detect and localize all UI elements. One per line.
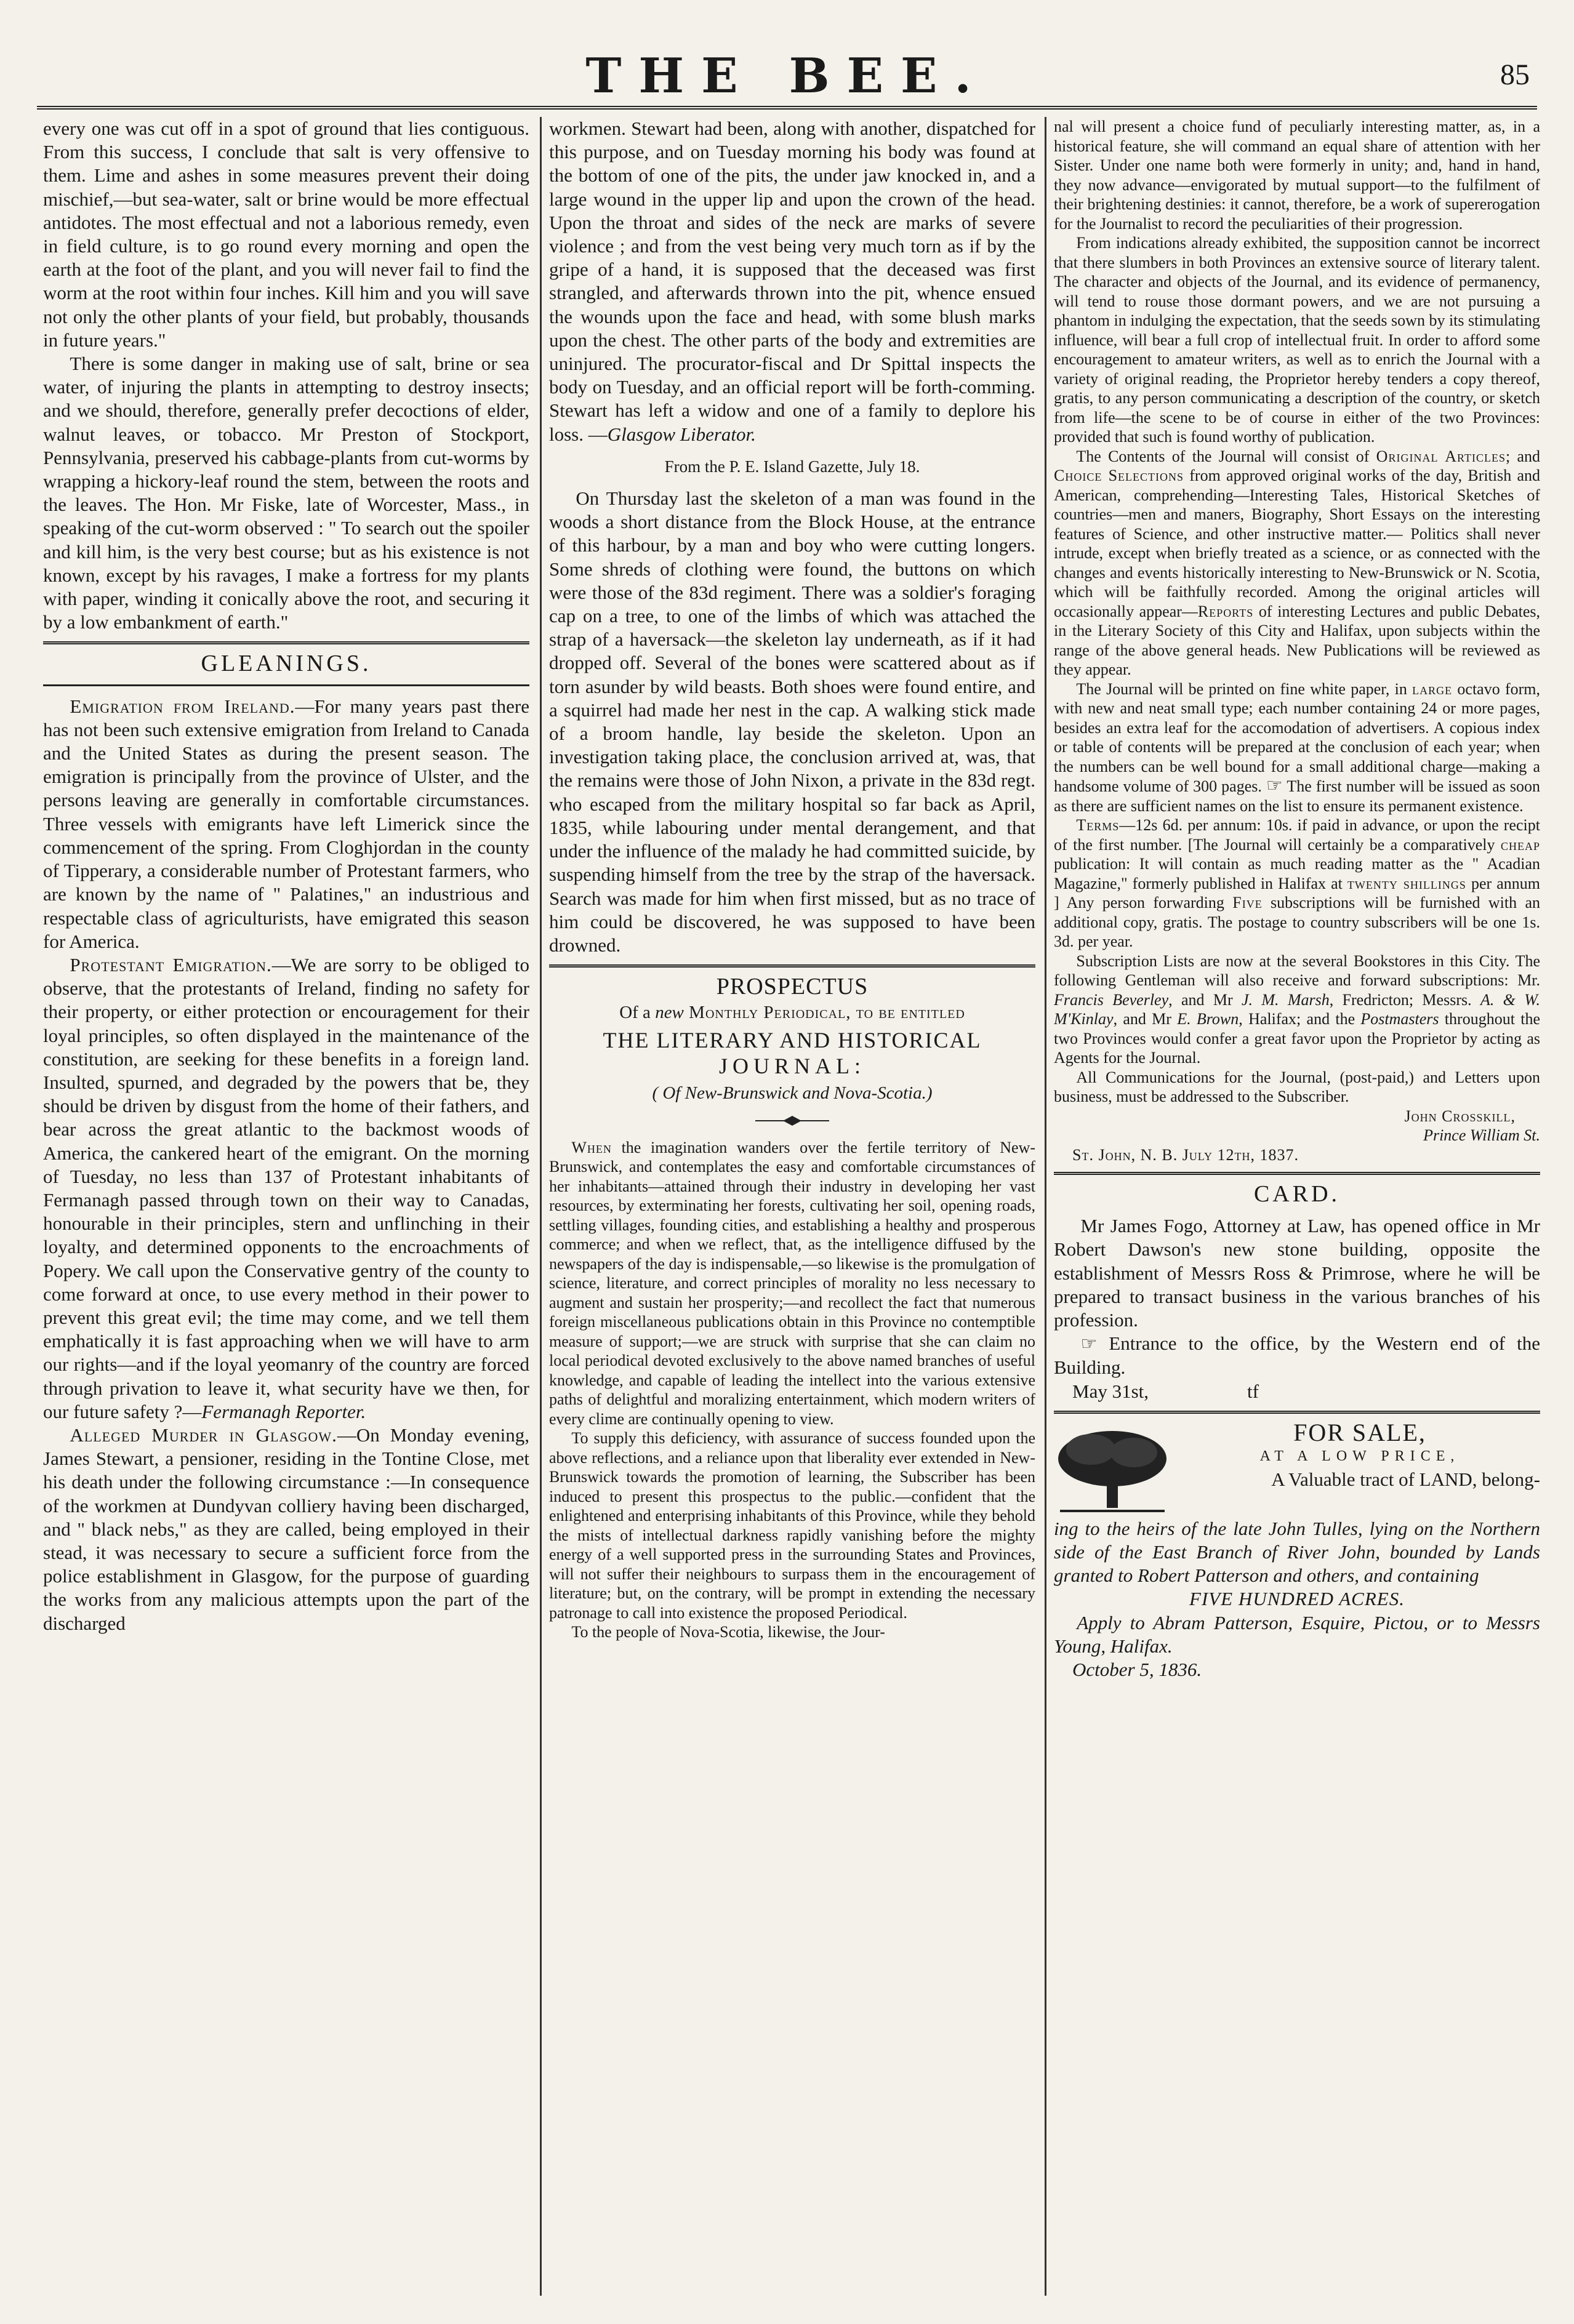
article-emphasis: cheap (1500, 835, 1540, 854)
article-text: octavo form, with new and neat small type; each number containing 24 or more pages, besides an extra leaf for the accomodation of advertisers. A copious index or table of contents will be prepared at the conclusion of each year; when the numbers can be well bound for a small additional charge—making a handsome volume of 300 pages. (1054, 679, 1540, 795)
signature: John Crosskill, (1404, 1107, 1516, 1125)
journal-name: THE LITERARY AND HISTORICAL (603, 1027, 982, 1052)
article-emphasis: large (1412, 679, 1453, 698)
column-divider (1045, 117, 1046, 2296)
article-paragraph: From indications already exhibited, the supposition cannot be incorrect that there slumbers in both Provinces an extensive source of literary talent. The character and objects of the Journal, and its evidence of permanency, will tend to rouse those dormant powers, and we are not pursuing a phantom in indulging the expectation, that the seeds sown by its stimulating influence, will bear a full crop of intellectual fruit. In order to afford some encouragement to amateur writers, as well as to enrich the Journal with a variety of original reading, the Proprietor hereby tenders a copy thereof, gratis, to any person communicating a description of the country, or sketch from life—the scene to be of course in either of the two Provinces: provided that such is found worthy of publication. (1054, 234, 1540, 446)
article-source: Glasgow Liberator. (607, 423, 756, 445)
article-paragraph (1054, 679, 1540, 816)
for-sale-lead: A Valuable tract of LAND, belong- (1271, 1469, 1540, 1491)
article-paragraph: every one was cut off in a spot of ground that lies contiguous. From this success, I conclude that salt is very offensive to them. Lime and ashes in some measures prevent their doing mischief,—but sea-water, salt or brine would be more effectual antidotes. The most effectual and not a laborious remedy, even in field culture, is to go round every morning and open the earth at the foot of the plant, and you will never fail to find the worm at the root within four inches. Kill him and you will save not only the other plants of your field, but probably, thousands in future years." (43, 118, 529, 351)
article-text: throughout the two Provinces would confer a great favor upon the Proprietor by acting as Agents for the Journal. (1054, 1010, 1540, 1067)
column-2 (549, 117, 1035, 2299)
journal-name: JOURNAL: (718, 1053, 865, 1078)
article-text: , Fredricton; Messrs. (1329, 990, 1480, 1009)
article-emphasis: Reports (1197, 602, 1254, 620)
article-text: per annum ] Any person forwarding (1054, 874, 1540, 912)
section-rule (549, 964, 1035, 968)
article-text: , Halifax; and the (1239, 1010, 1361, 1028)
article-lead: Protestant Emigration. (70, 953, 272, 976)
article-text: , and Mr (1113, 1010, 1178, 1028)
article-text: the imagination wanders over the fertile territory of New-Brunswick, and contemplates the easy and comfortable circumstances of her inhabitants—attained through their industry in developing her vast resources, by exterminating her forests, cultivating her soil, opening roads, settling villages, founding cities, and establishing a healthy and prosperous commerce; and when we reflect, that, as the intelligence diffused by the newspapers of the day is indispensable,—so likewise is the promulgation of science, literature, and correct principles of morality no less necessary to augment and sustain her prosperity;—and recollect the fact that numerous foreign miscellaneous publications obtain in this Province no contemptible measure of support;—we are struck with surprise that she can claim no local periodical devoted exclusively to the above named branches of useful knowledge, and capable of leading the intellect into the various extensive paths of delightful and moralizing entertainment, which modern writers of every clime are continually opening to view. (549, 1138, 1035, 1428)
article-text: —We are sorry to be obliged to observe, that the protestants of Ireland, finding no safety for their property, or either protection or encouragement for their loyal principles, so often displayed in the maintenance of the constitution, are seeking for these benefits in a foreign land. Insulted, spurned, and degraded by the powers that be, they should be driven by disgust from the home of their fathers, and bear across the great atlantic to the backmost woods of America, the cankered heart of the emigrant. On the morning of Tuesday, no less than 137 of Protestant inhabitants of Fermanagh passed through town on their way to Canadas, honourable in their principles, stern and unflinching in their loyalty, and determined opponents to the encroachments of Popery. We call upon the Conservative gentry of the county to come forward at once, to use every method in their power to prevent this great evil; the time may come, and we tell them emphatically it is fast approaching when we will have to arm our rights—and if the loyal yeomanry of the country are forced through privation to leave it, what security have we then, for our future safety ?— (43, 953, 529, 1422)
page-number: 85 (1500, 58, 1530, 91)
for-sale-text: ing to the heirs of the late John Tulles, lying on the Northern side of the East Branch of River John, bounded by Lands granted to Robert Patterson and others, and containing (1054, 1517, 1540, 1587)
prospectus-sub-text: Monthly Periodical, to be entitled (683, 1003, 965, 1023)
prospectus-body (549, 1138, 1035, 1642)
section-rule (1054, 1172, 1540, 1175)
gleanings-heading: GLEANINGS. (201, 651, 372, 677)
article-paragraph (549, 117, 1035, 446)
article-paragraph: nal will present a choice fund of peculiarly interesting matter, as, in a historical feature, she will command an equal share of attention with her Sister. Under one name both were formerly in unity; and, hand in hand, they now advance—envigorated by mutual support—to the fulfilment of their brightening destinies: it cannot, therefore, be a work of supererogation for the Journalist to record the peculiarities of their progression. (1054, 118, 1540, 233)
article-text: subscriptions will be furnished with an additional copy, gratis. The postage to country subscribers will be one 1s. 3d. per year. (1054, 894, 1540, 950)
article-emphasis: Original Articles (1376, 447, 1506, 465)
masthead-rule (37, 106, 1537, 110)
article-paragraph: On Thursday last the skeleton of a man was found in the woods a short distance from the Block House, at the entrance of this harbour, by a man and boy who were cutting longers. Some shreds of clothing were found, the buttons on which were those of the 83d regiment. There was a soldier's foraging cap on a tree, to one of the limbs of which was attached the strap of a haversack—the skeleton lay underneath, as if it had dropped off. Several of the bones were scattered about as if torn asunder by wild beasts. Both shoes were found entire, and a squirrel had made her nest in the cap. A walking stick made of a broom handle, lay beside the skeleton. Upon an investigation taking place, the conclusion arrived at, was, that the remains were those of John Nixon, a private in the 83d regt. who escaped from the military hospital so far back as April, 1835, while labouring under mental derangement, and that under the influence of the malady he had committed suicide, by suspending himself from the tree by the strap of the haversack. Search was made for him when first missed, but as no trace of him could be discovered, he was supposed to have been drowned. (549, 487, 1035, 956)
pointing-hand-icon: ☞ (1266, 775, 1283, 796)
for-sale-subheading: AT A LOW PRICE, (1259, 1448, 1460, 1465)
masthead (37, 37, 1537, 111)
article-paragraph: All Communications for the Journal, (post-paid,) and Letters upon business, must be addressed to the Subscriber. (1054, 1068, 1540, 1105)
article-paragraph (1054, 815, 1540, 952)
column-3 (1054, 117, 1540, 2299)
article-paragraph (43, 1424, 529, 1635)
article-text: —12s 6d. per annum: 10s. if paid in advance, or upon the recipt of the first number. [The Journal will certainly be a comparatively (1054, 816, 1540, 854)
column-divider (540, 117, 542, 2296)
for-sale-date: October 5, 1836. (1072, 1659, 1202, 1681)
section-rule (1054, 1411, 1540, 1414)
prospectus-subheading (549, 1001, 1035, 1024)
article-lead: Emigration from Ireland. (70, 695, 295, 717)
article-paragraph (1054, 447, 1540, 679)
article-text: The first number will be issued as soon as there are sufficient names on the list to ensure its permanent existence. (1054, 777, 1540, 815)
article-text: ; and (1505, 447, 1540, 465)
article-paragraph (43, 695, 529, 953)
agent-name: Postmasters (1360, 1010, 1439, 1028)
agent-name: E. Brown (1177, 1010, 1239, 1028)
for-sale-heading: FOR SALE, (1293, 1418, 1426, 1446)
article-paragraph (1054, 952, 1540, 1068)
article-lead: When (571, 1138, 612, 1156)
article-paragraph (549, 1138, 1035, 1429)
article-text: —For many years past there has not been such extensive emigration from Ireland to Canada and the United States as during the present season. The emigration is principally from the province of Ulster, and the persons leaving are generally in comfortable circumstances. Three vessels with emigrants have left Limerick since the commencement of the spring. From Cloghjordan in the county of Tipperary, a considerable number of Protestant farmers, who are known by the name of " Palatines," an industrious and respectable class of agriculturists, have emigrated this season for America. (43, 695, 529, 952)
article-text: publication: It will contain as much reading matter as the " Acadian Magazine," formerly published in Halifax at (1054, 855, 1540, 892)
article-lead: Alleged Murder in Glasgow. (70, 1424, 337, 1446)
prospectus-heading: PROSPECTUS (716, 974, 869, 1000)
article-text: Entrance to the office, by the Western end of the Building. (1054, 1332, 1540, 1379)
article-emphasis: Five (1232, 894, 1263, 912)
article-source: Fermanagh Reporter. (201, 1400, 366, 1422)
card-tf: tf (1247, 1380, 1259, 1402)
article-emphasis: Choice Selections (1054, 467, 1184, 484)
dateline: From the P. E. Island Gazette, July 18. (664, 457, 920, 476)
section-rule (43, 684, 529, 686)
article-paragraph: There is some danger in making use of salt, brine or sea water, of injuring the plants in attempting to destroy insects; and we should, therefore, generally prefer decoctions of elder, walnut leaves, or tobacco. Mr Preston of Stockport, Pennsylvania, preserved his cabbage-plants from cut-worms by wrapping a hickory-leaf round the stem, between the roots and the leaves. The Hon. Mr Fiske, late of Worcester, Mass., in speaking of the cut-worm observed : " To search out the spoiler and kill him, is the very best course; but as his existence is not known, except by his ravages, I make a fortress for my plants with paper, winding it conically above the root, and securing it by a low embankment of earth." (43, 353, 529, 633)
article-emphasis: Terms (1076, 816, 1120, 834)
ornament-icon (549, 1110, 1035, 1133)
card-heading: CARD. (1253, 1181, 1341, 1207)
for-sale-acres: FIVE HUNDRED ACRES. (1189, 1588, 1405, 1610)
signature-address: Prince William St. (1423, 1126, 1540, 1144)
article-emphasis: twenty shillings (1347, 874, 1466, 892)
article-text: The Journal will be printed on fine white paper, in (1076, 679, 1413, 698)
article-text: , and Mr (1168, 990, 1242, 1009)
card-date: May 31st, (1072, 1380, 1149, 1402)
signature-date: St. John, N. B. July 12th, 1837. (1072, 1145, 1299, 1164)
prospectus-sub-text: Of a (619, 1003, 656, 1023)
prospectus-continued (1054, 117, 1540, 1164)
article-text: —On Monday evening, James Stewart, a pensioner, residing in the Tontine Close, met his death under the following circumstance :—In consequence of the workmen at Dundyvan colliery having been discharged, and " black nebs," as they are called, being employed in their stead, it was necessary to secure a sufficient force from the police establishment in Glasgow, for the purpose of guarding the works from any malicious attempts upon the part of the discharged (43, 1424, 529, 1634)
article-text: of interesting Lectures and public Debates, in the Literary Society of this City and Halifax, upon subjects within the range of the above general heads. New Publications will be reviewed as they appear. (1054, 602, 1540, 678)
article-paragraph: To the people of Nova-Scotia, likewise, the Jour- (571, 1623, 885, 1641)
article-paragraph (43, 953, 529, 1424)
article-text: from approved original works of the day, British and American, comprehending—Interesting Tales, Historical Sketches of countries—men and maners, Biography, Short Essays on the interesting features of Science, and other instructive matter.— Politics shall never intrude, except when briefly treated as a science, or as connected with the changes and events historically interesting to New-Brunswick or N. Scotia, which will be faithfully recorded. Among the original articles will occasionally appear— (1054, 467, 1540, 620)
tree-icon (1054, 1425, 1171, 1517)
article-text: Subscription Lists are now at the several Bookstores in this City. The following Gentleman will also receive and forward subscriptions: Mr. (1054, 952, 1540, 989)
agent-name: Francis Beverley (1054, 990, 1169, 1009)
pointing-hand-icon: ☞ (1080, 1333, 1098, 1355)
column-1 (43, 117, 529, 2299)
article-paragraph (1054, 1332, 1540, 1379)
prospectus-sub-new: new (655, 1003, 684, 1023)
article-text: workmen. Stewart had been, along with another, dispatched for this purpose, and on Tuesday morning his body was found at the bottom of one of the pits, the under jaw knocked in, and a large wound in the upper lip and upon the crown of the head. Upon the throat and sides of the neck are marks of severe violence ; and from the vest being very much torn as if by the gripe of a hand, it is supposed that the deceased was first strangled, and afterwards thrown into the pit, whence ensued the wounds upon the face and head, with some blush marks upon the chest. The other parts of the body and extremities are uninjured. The procurator-fiscal and Dr Spittal inspects the body on Tuesday, and an official report will be forth-comming. Stewart has left a widow and one of a family to deplore his loss. — (549, 118, 1035, 445)
journal-subtitle: ( Of New-Brunswick and Nova-Scotia.) (652, 1083, 933, 1103)
section-rule (43, 641, 529, 644)
card-date-line (1054, 1380, 1540, 1403)
for-sale-contact: Apply to Abram Patterson, Esquire, Pictou, or to Messrs Young, Halifax. (1054, 1611, 1540, 1657)
article-paragraph: Mr James Fogo, Attorney at Law, has opened office in Mr Robert Dawson's new stone building, opposite the establishment of Messrs Ross & Primrose, where he will be prepared to transact business in the various branches of his profession. (1054, 1215, 1540, 1331)
article-paragraph: To supply this deficiency, with assurance of success founded upon the above reflections, and a reliance upon that liberality ever extended in New-Brunswick towards the promotion of learning, the Subscriber has been induced to present this prospectus to the public.—confident that the enlightened and enterprising inhabitants of this Province, while they behold the mists of intellectual darkness rapidly vanishing before the mighty energy of a well supported press in the surrounding States and Provinces, will not suffer their neighbours to surpass them in the encouragement of literature; but, on the contrary, will be prompt in extending the necessary patronage to call into existence the proposed Periodical. (549, 1429, 1035, 1622)
agent-name: A. & W. M'Kinlay (1054, 990, 1540, 1028)
article-text: The Contents of the Journal will consist of (1076, 447, 1376, 465)
agent-name: J. M. Marsh (1241, 990, 1330, 1009)
newspaper-title: THE BEE. (585, 48, 989, 104)
